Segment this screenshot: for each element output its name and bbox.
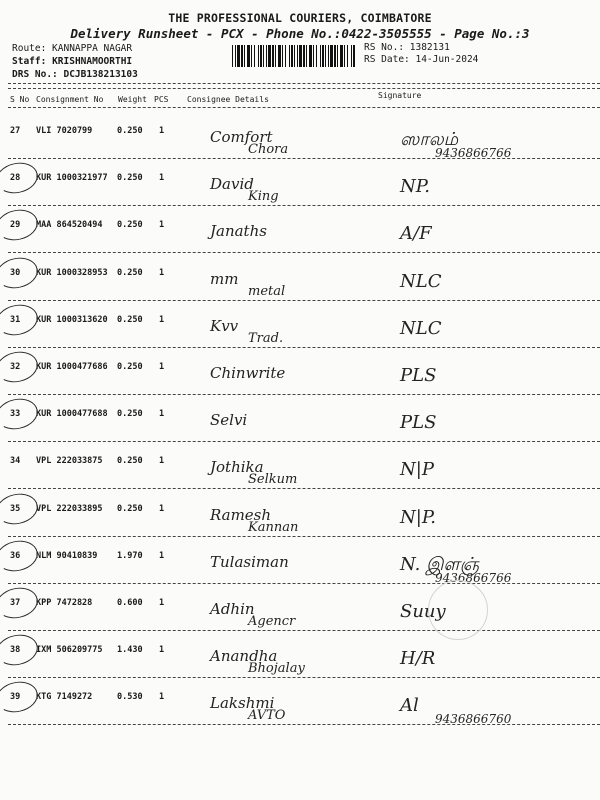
col-weight: Weight	[118, 95, 147, 104]
serial-number: 32	[10, 362, 21, 372]
weight-value: 0.250	[117, 362, 143, 372]
weight-value: 0.250	[117, 409, 143, 420]
signature-handwritten: A/F	[400, 223, 432, 245]
consignee-name-handwritten: Tulasiman	[210, 552, 289, 571]
row-divider	[8, 394, 600, 395]
weight-value: 0.530	[117, 692, 143, 703]
row-divider	[8, 347, 600, 348]
pen-circle-mark	[0, 537, 41, 575]
header-divider	[8, 83, 600, 84]
consignee-detail-handwritten: Bhojalay	[248, 661, 305, 677]
pen-circle-mark	[0, 254, 41, 292]
consignment-number: MAA 864520494	[36, 220, 103, 231]
table-row	[0, 165, 600, 210]
consignee-detail-handwritten: King	[248, 189, 279, 205]
signature-handwritten: NP.	[400, 176, 430, 198]
table-row	[0, 307, 600, 352]
table-row	[0, 684, 600, 729]
consignee-name-handwritten: Selvi	[210, 411, 248, 430]
signature-handwritten: N|P.	[400, 506, 436, 528]
pieces-count: 1	[159, 267, 165, 278]
drs-number: DRS No.: DCJB138213103	[12, 69, 138, 80]
pieces-count: 1	[159, 503, 165, 514]
header-divider-2	[8, 88, 600, 89]
consignee-detail-handwritten: Kannan	[248, 519, 299, 535]
consignee-name-handwritten: Chinwrite	[210, 364, 286, 382]
col-pcs: PCS	[154, 95, 169, 104]
weight-value: 0.250	[117, 173, 143, 184]
row-divider	[8, 441, 600, 442]
serial-number: 30	[10, 267, 21, 278]
consignment-number: NLM 90410839	[36, 550, 98, 561]
staff-label: Staff:	[12, 56, 47, 67]
table-row	[0, 448, 600, 493]
weight-value: 0.250	[117, 503, 143, 514]
pieces-count: 1	[159, 692, 165, 703]
signature-phone-handwritten: 9436866766	[435, 570, 512, 585]
consignee-name-handwritten: Jothika	[210, 458, 264, 477]
consignee-name-handwritten: Kvv	[210, 316, 239, 335]
col-sno: S No	[10, 95, 30, 104]
consignment-number: KUR 1000313620	[36, 314, 108, 325]
consignee-detail-handwritten: AVTO	[248, 708, 286, 724]
consignee-detail-handwritten: Selkum	[248, 472, 298, 488]
consignee-detail-handwritten: Trad.	[248, 330, 284, 346]
pieces-count: 1	[159, 598, 165, 608]
consignment-number: VPL 222033895	[36, 503, 103, 514]
row-divider	[8, 488, 600, 489]
consignee-detail-handwritten: Chora	[248, 142, 289, 157]
pieces-count: 1	[159, 220, 165, 231]
serial-number: 28	[10, 173, 21, 184]
columns-divider	[8, 107, 600, 108]
serial-number: 31	[10, 314, 21, 325]
signature-handwritten: N|P	[400, 459, 434, 481]
pen-circle-mark	[0, 490, 41, 528]
table-row	[0, 637, 600, 682]
serial-number: 36	[10, 550, 21, 561]
pieces-count: 1	[159, 126, 165, 136]
consignment-number: KUR 1000328953	[36, 267, 108, 278]
row-divider	[8, 536, 600, 537]
serial-number: 29	[10, 220, 21, 231]
serial-number: 34	[10, 456, 21, 467]
runsheet-subtitle: Delivery Runsheet - PCX - Phone No.:0422-3505555 - Page No.:3	[70, 26, 530, 41]
signature-handwritten: Al	[400, 695, 419, 717]
consignee-name-handwritten: mm	[210, 269, 239, 288]
row-divider	[8, 630, 600, 631]
table-row	[0, 590, 600, 635]
consignee-name-handwritten: Adhin	[210, 600, 255, 618]
col-consignee-details: Consignee Details	[187, 95, 269, 104]
table-row	[0, 212, 600, 257]
table-row	[0, 260, 600, 305]
consignee-name-handwritten: Ramesh	[210, 505, 272, 524]
weight-value: 0.250	[117, 314, 143, 325]
consignee-name-handwritten: Comfort	[210, 128, 273, 146]
consignee-name-handwritten: Lakshmi	[210, 694, 275, 713]
table-row	[0, 543, 600, 588]
pieces-count: 1	[159, 314, 165, 325]
serial-number: 27	[10, 126, 21, 136]
weight-value: 0.250	[117, 456, 143, 467]
pieces-count: 1	[159, 173, 165, 184]
col-consignment: Consignment No	[36, 95, 104, 104]
row-divider	[8, 724, 600, 725]
weight-value: 1.970	[117, 550, 143, 561]
staff-name: KRISHNAMOORTHI	[52, 56, 133, 67]
row-divider	[8, 300, 600, 301]
signature-handwritten: NLC	[400, 270, 442, 292]
signature-handwritten: NLC	[400, 317, 442, 339]
consignment-number: KUR 1000321977	[36, 173, 108, 184]
serial-number: 38	[10, 645, 21, 656]
consignee-name-handwritten: Janaths	[210, 222, 267, 241]
table-row	[0, 118, 600, 163]
consignee-name-handwritten: Anandha	[210, 647, 278, 666]
pieces-count: 1	[159, 645, 165, 656]
rs-date: RS Date: 14-Jun-2024	[364, 54, 479, 65]
weight-value: 0.600	[117, 598, 143, 608]
col-signature: Signature	[378, 91, 422, 100]
staff-line	[12, 56, 132, 67]
consignment-number: VLI 7020799	[36, 126, 93, 136]
consignment-number: VPL 222033875	[36, 456, 103, 467]
consignee-detail-handwritten: metal	[248, 283, 286, 299]
signature-handwritten: ஸாலம்	[400, 129, 459, 150]
pieces-count: 1	[159, 456, 165, 467]
signature-handwritten: H/R	[400, 648, 436, 670]
weight-value: 0.250	[117, 126, 143, 136]
consignment-number: KUR 1000477686	[36, 362, 108, 372]
signature-phone-handwritten: 9436866766	[435, 146, 512, 160]
row-divider	[8, 677, 600, 678]
serial-number: 37	[10, 598, 21, 608]
serial-number: 35	[10, 503, 21, 514]
serial-number: 39	[10, 692, 21, 703]
pen-circle-mark	[0, 206, 41, 244]
signature-phone-handwritten: 9436866760	[435, 712, 512, 727]
weight-value: 1.430	[117, 645, 143, 656]
pen-circle-mark	[0, 584, 41, 622]
pieces-count: 1	[159, 362, 165, 372]
consignment-number: KTG 7149272	[36, 692, 93, 703]
consignee-name-handwritten: David	[210, 175, 254, 194]
pen-circle-mark	[0, 159, 41, 197]
stamp-seal	[428, 580, 488, 640]
table-row	[0, 354, 600, 399]
consignment-number: KPP 7472828	[36, 598, 93, 608]
pen-circle-mark	[0, 348, 41, 386]
consignment-number: IXM 506209775	[36, 645, 103, 656]
signature-handwritten: PLS	[400, 365, 437, 386]
row-divider	[8, 252, 600, 253]
runsheet-title: THE PROFESSIONAL COURIERS, COIMBATORE	[168, 11, 432, 25]
row-divider	[8, 205, 600, 206]
route-label: Route: KANNAPPA NAGAR	[12, 43, 133, 54]
signature-handwritten: N. இளஞ்	[400, 553, 480, 575]
row-divider	[8, 583, 600, 584]
weight-value: 0.250	[117, 220, 143, 231]
row-divider	[8, 158, 600, 159]
signature-handwritten: PLS	[400, 412, 437, 434]
signature-handwritten: Suuy	[400, 601, 446, 622]
weight-value: 0.250	[117, 267, 143, 278]
consignment-number: KUR 1000477688	[36, 409, 108, 420]
table-row	[0, 496, 600, 541]
pieces-count: 1	[159, 409, 165, 420]
pen-circle-mark	[0, 678, 41, 716]
pieces-count: 1	[159, 550, 165, 561]
serial-number: 33	[10, 409, 21, 420]
barcode	[232, 45, 358, 67]
pen-circle-mark	[0, 395, 41, 433]
pen-circle-mark	[0, 631, 41, 669]
rs-number: RS No.: 1382131	[364, 42, 450, 53]
consignee-detail-handwritten: Agencr	[248, 614, 296, 629]
pen-circle-mark	[0, 301, 41, 339]
table-row	[0, 401, 600, 446]
